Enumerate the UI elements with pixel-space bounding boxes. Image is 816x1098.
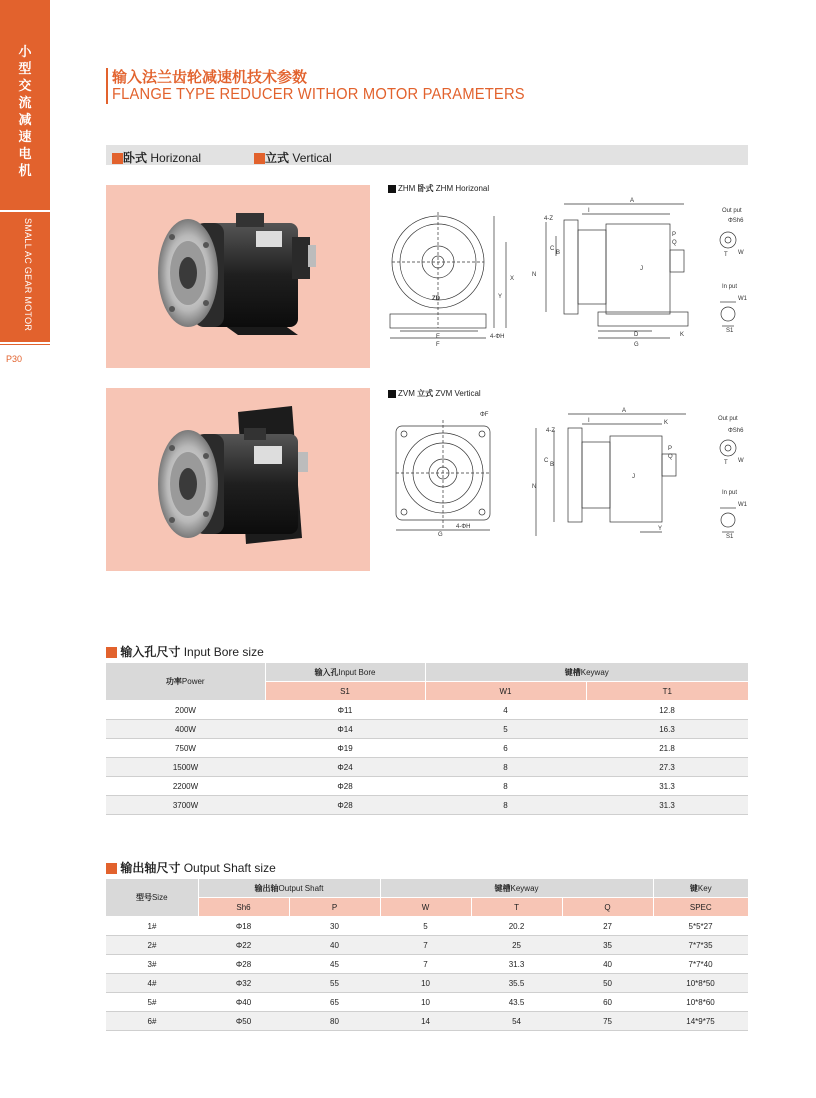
- horizontal-motor-image: [106, 185, 370, 368]
- vertical-motor-photo: [106, 388, 370, 571]
- svg-text:B: B: [556, 250, 561, 256]
- sidebar-english-title: SMALL AC GEAR MOTOR: [23, 218, 33, 332]
- zhm-technical-drawing: [386, 194, 756, 354]
- sidebar-divider: [0, 344, 50, 345]
- header-power: 功率Power: [106, 663, 265, 701]
- square-icon: [106, 863, 117, 874]
- svg-text:4-Z: 4-Z: [544, 216, 553, 222]
- header-key: 键Key: [653, 879, 748, 898]
- svg-text:I: I: [588, 208, 590, 214]
- svg-text:ΦSh6: ΦSh6: [728, 218, 744, 224]
- svg-text:T: T: [724, 252, 728, 258]
- sidebar: [0, 0, 50, 1098]
- input-bore-section-title: 输入孔尺寸 Input Bore size: [106, 643, 264, 660]
- svg-text:E: E: [436, 334, 441, 340]
- table-row: 2200W Φ28 8 31.3: [106, 777, 748, 796]
- svg-text:ΦF: ΦF: [480, 412, 489, 418]
- header-keyway: 键槽Keyway: [380, 879, 653, 898]
- horizontal-motor-photo: [106, 185, 370, 368]
- type-horizontal: 卧式 Horizonal: [112, 149, 201, 166]
- page-title-cn: 输入法兰齿轮减速机技术参数: [112, 68, 308, 86]
- svg-text:I: I: [588, 418, 590, 424]
- sidebar-chinese-title: 小 型 交 流 减 速 电 机: [18, 45, 32, 179]
- svg-text:B: B: [550, 462, 555, 468]
- header-t: T: [471, 898, 562, 917]
- page-number: P30: [6, 354, 23, 364]
- svg-text:Out put: Out put: [722, 208, 742, 214]
- header-q: Q: [562, 898, 653, 917]
- svg-text:In put: In put: [722, 284, 738, 290]
- header-keyway: 键槽Keyway: [425, 663, 748, 682]
- square-icon: [388, 390, 396, 398]
- table-row: 6# Φ50 80 14 54 75 14*9*75: [106, 1012, 748, 1031]
- svg-text:G: G: [438, 532, 443, 538]
- table-row: 3# Φ28 45 7 31.3 40 7*7*40: [106, 955, 748, 974]
- table-row: 400W Φ14 5 16.3: [106, 720, 748, 739]
- svg-text:A: A: [630, 198, 635, 204]
- svg-text:4-ΦH: 4-ΦH: [456, 524, 471, 530]
- svg-text:ZD: ZD: [432, 296, 440, 302]
- svg-text:F: F: [436, 342, 440, 348]
- table-row: 3700W Φ28 8 31.3: [106, 796, 748, 815]
- svg-text:Out put: Out put: [718, 416, 738, 422]
- svg-text:K: K: [664, 420, 669, 426]
- svg-text:W1: W1: [738, 502, 747, 508]
- page-title-en: FLANGE TYPE REDUCER WITHOR MOTOR PARAMETERS: [112, 86, 525, 103]
- header-sh6: Sh6: [198, 898, 289, 917]
- svg-text:4-Z: 4-Z: [546, 428, 555, 434]
- zvm-diagram-title: ZVM 立式 ZVM Vertical: [388, 388, 481, 399]
- svg-text:A: A: [622, 408, 627, 414]
- zvm-technical-drawing: [386, 402, 756, 552]
- output-shaft-section-title: 输出轴尺寸 Output Shaft size: [106, 859, 276, 876]
- header-input-bore: 输入孔Input Bore: [265, 663, 425, 682]
- header-size: 型号Size: [106, 879, 198, 917]
- square-icon: [388, 185, 396, 193]
- svg-text:D: D: [634, 332, 639, 338]
- svg-text:T: T: [724, 460, 728, 466]
- square-icon: [106, 647, 117, 658]
- zhm-diagram-title: ZHM 卧式 ZHM Horizonal: [388, 183, 489, 194]
- svg-text:Q: Q: [672, 240, 677, 246]
- header-p: P: [289, 898, 380, 917]
- table-row: 200W Φ11 4 12.8: [106, 701, 748, 720]
- svg-text:S1: S1: [726, 328, 734, 334]
- svg-text:K: K: [680, 332, 685, 338]
- vertical-motor-image: [106, 388, 370, 571]
- svg-text:X: X: [510, 276, 515, 282]
- svg-text:W: W: [738, 458, 744, 464]
- svg-text:G: G: [634, 342, 639, 348]
- svg-text:W: W: [738, 250, 744, 256]
- svg-text:In put: In put: [722, 490, 738, 496]
- svg-text:Y: Y: [498, 294, 503, 300]
- table-row: 4# Φ32 55 10 35.5 50 10*8*50: [106, 974, 748, 993]
- svg-text:J: J: [640, 266, 643, 272]
- table-row: 5# Φ40 65 10 43.5 60 10*8*60: [106, 993, 748, 1012]
- svg-text:4-ΦH: 4-ΦH: [490, 334, 505, 340]
- svg-text:P: P: [668, 446, 673, 452]
- svg-text:ΦSh6: ΦSh6: [728, 428, 744, 434]
- svg-text:Q: Q: [668, 454, 673, 460]
- svg-text:N: N: [532, 484, 537, 490]
- svg-text:J: J: [632, 474, 635, 480]
- table-row: 2# Φ22 40 7 25 35 7*7*35: [106, 936, 748, 955]
- svg-text:C: C: [544, 458, 549, 464]
- svg-text:W1: W1: [738, 296, 747, 302]
- header-w: W: [380, 898, 471, 917]
- type-bar: [106, 145, 748, 165]
- output-shaft-table: [106, 879, 748, 1031]
- table-row: 750W Φ19 6 21.8: [106, 739, 748, 758]
- title-accent-bar: [106, 68, 108, 104]
- table-row: 1# Φ18 30 5 20.2 27 5*5*27: [106, 917, 748, 936]
- header-t1: T1: [586, 682, 748, 701]
- svg-text:N: N: [532, 272, 537, 278]
- svg-text:S1: S1: [726, 534, 734, 540]
- header-output-shaft: 输出轴Output Shaft: [198, 879, 380, 898]
- square-icon: [254, 153, 265, 164]
- svg-text:P: P: [672, 232, 677, 238]
- svg-text:Y: Y: [658, 526, 663, 532]
- svg-text:C: C: [550, 246, 555, 252]
- header-w1: W1: [425, 682, 586, 701]
- header-spec: SPEC: [653, 898, 748, 917]
- square-icon: [112, 153, 123, 164]
- table-row: 1500W Φ24 8 27.3: [106, 758, 748, 777]
- input-bore-table: [106, 663, 748, 815]
- type-vertical: 立式 Vertical: [254, 149, 332, 166]
- header-s1: S1: [265, 682, 425, 701]
